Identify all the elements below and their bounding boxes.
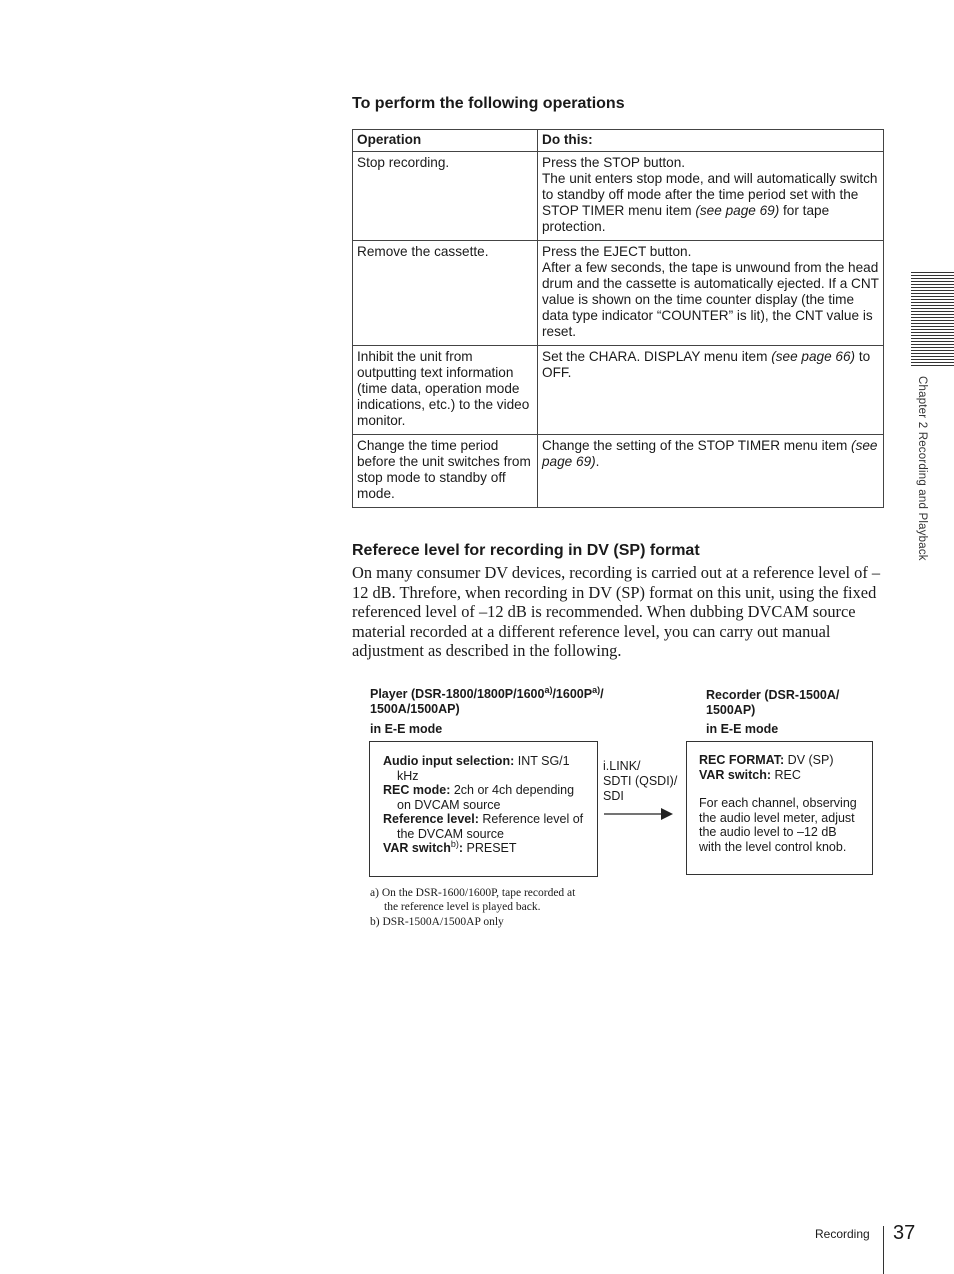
recorder-label: Recorder (DSR-1500A/ 1500AP) (706, 688, 840, 717)
action-tail: for tape protection. (542, 203, 830, 234)
body-paragraph: On many consumer DV devices, recording is carried out at a reference level of –12 dB. Threfore, when recording in DV (SP) format on this unit, using the fixed referenced level of –12 dB is recommended. When dubbing DVCAM source material recorded at a different reference level, you can carry out manual adjustment as described in the following. (352, 563, 881, 660)
setting-entry: REC FORMAT: DV (SP) (699, 753, 834, 767)
table-row (353, 346, 884, 435)
operation-cell: Inhibit the unit from outputting text information (time data, operation mode indications, etc.) to the video monitor. (353, 346, 538, 435)
footnote-b: b) DSR-1500A/1500AP only (370, 916, 504, 928)
player-settings-box (369, 741, 598, 877)
table-header-row (353, 130, 884, 152)
page-reference: (see page 69) (695, 203, 780, 218)
action-cell (538, 241, 884, 346)
setting-entry: Audio input selection: INT SG/1 kHz (383, 754, 570, 783)
operation-cell: Remove the cassette. (353, 241, 538, 346)
section-heading: To perform the following operations (352, 95, 625, 112)
operation-cell: Stop recording. (353, 152, 538, 241)
footer-section-label: Recording (815, 1227, 870, 1241)
footer-divider (883, 1226, 884, 1274)
action-line: The unit enters stop mode, and will automatically switch to standby off mode after the time period set with the STOP TIMER menu item (542, 171, 878, 218)
setting-entry: VAR switch: REC (699, 767, 801, 782)
setting-entry: VAR switch$^{b)}$: PRESET (383, 839, 517, 855)
action-tail: . (595, 454, 600, 469)
player-label: Player ($DSR-1800/1800P/1600^{a)}/1600P^{a)}/$ 1500A/1500AP) (370, 685, 604, 716)
action-lead: Set the CHARA. DISPLAY menu item (542, 349, 772, 364)
recorder-settings-box (686, 741, 873, 875)
table-row (353, 241, 884, 346)
action-cell (538, 152, 884, 241)
setting-entry: REC mode: 2ch or 4ch depending on DVCAM source (383, 783, 575, 812)
action-line: Press the STOP button. (542, 155, 686, 170)
action-cell (538, 346, 884, 435)
footnote-a: a) On the DSR-1600/1600P, tape recorded at the reference level is played back. (370, 887, 576, 913)
sub-heading: Referece level for recording in DV (SP) format (352, 542, 700, 559)
chapter-side-label: Chapter 2 Recording and Playback (916, 376, 928, 561)
right-arrow-icon (603, 807, 675, 821)
page-number: 37 (893, 1222, 916, 1244)
page-reference: (see page 69) (542, 438, 878, 469)
action-line: Press the EJECT button. (542, 244, 692, 259)
table-row (353, 152, 884, 241)
recorder-note: For each channel, observing the audio level meter, adjust the audio level to –12 dB with the level control knob. (699, 796, 857, 854)
connection-label: i.LINK/ SDTI (QSDI)/ SDI (603, 759, 678, 803)
action-line: After a few seconds, the tape is unwound from the head drum and the cassette is automatically ejected. If a CNT value is shown on the time counter display (the time data type indicator “COUNTER” is lit), the CNT value is reset. (542, 260, 879, 339)
table-row (353, 435, 884, 508)
action-cell (538, 435, 884, 508)
action-tail: to OFF. (542, 349, 871, 380)
setting-entry: Reference level: Reference level of the DVCAM source (383, 812, 584, 841)
player-mode-label: in E-E mode (370, 722, 443, 736)
operations-table (352, 129, 884, 508)
page-reference: (see page 66) (771, 349, 856, 364)
chapter-tab-stripes (911, 272, 954, 366)
action-lead: Change the setting of the STOP TIMER menu item (542, 438, 852, 453)
operation-cell: Change the time period before the unit switches from stop mode to standby off mode. (353, 435, 538, 508)
column-header-operation: Operation (353, 130, 538, 152)
column-header-do-this: Do this: (538, 130, 884, 152)
recorder-mode-label: in E-E mode (706, 722, 779, 736)
